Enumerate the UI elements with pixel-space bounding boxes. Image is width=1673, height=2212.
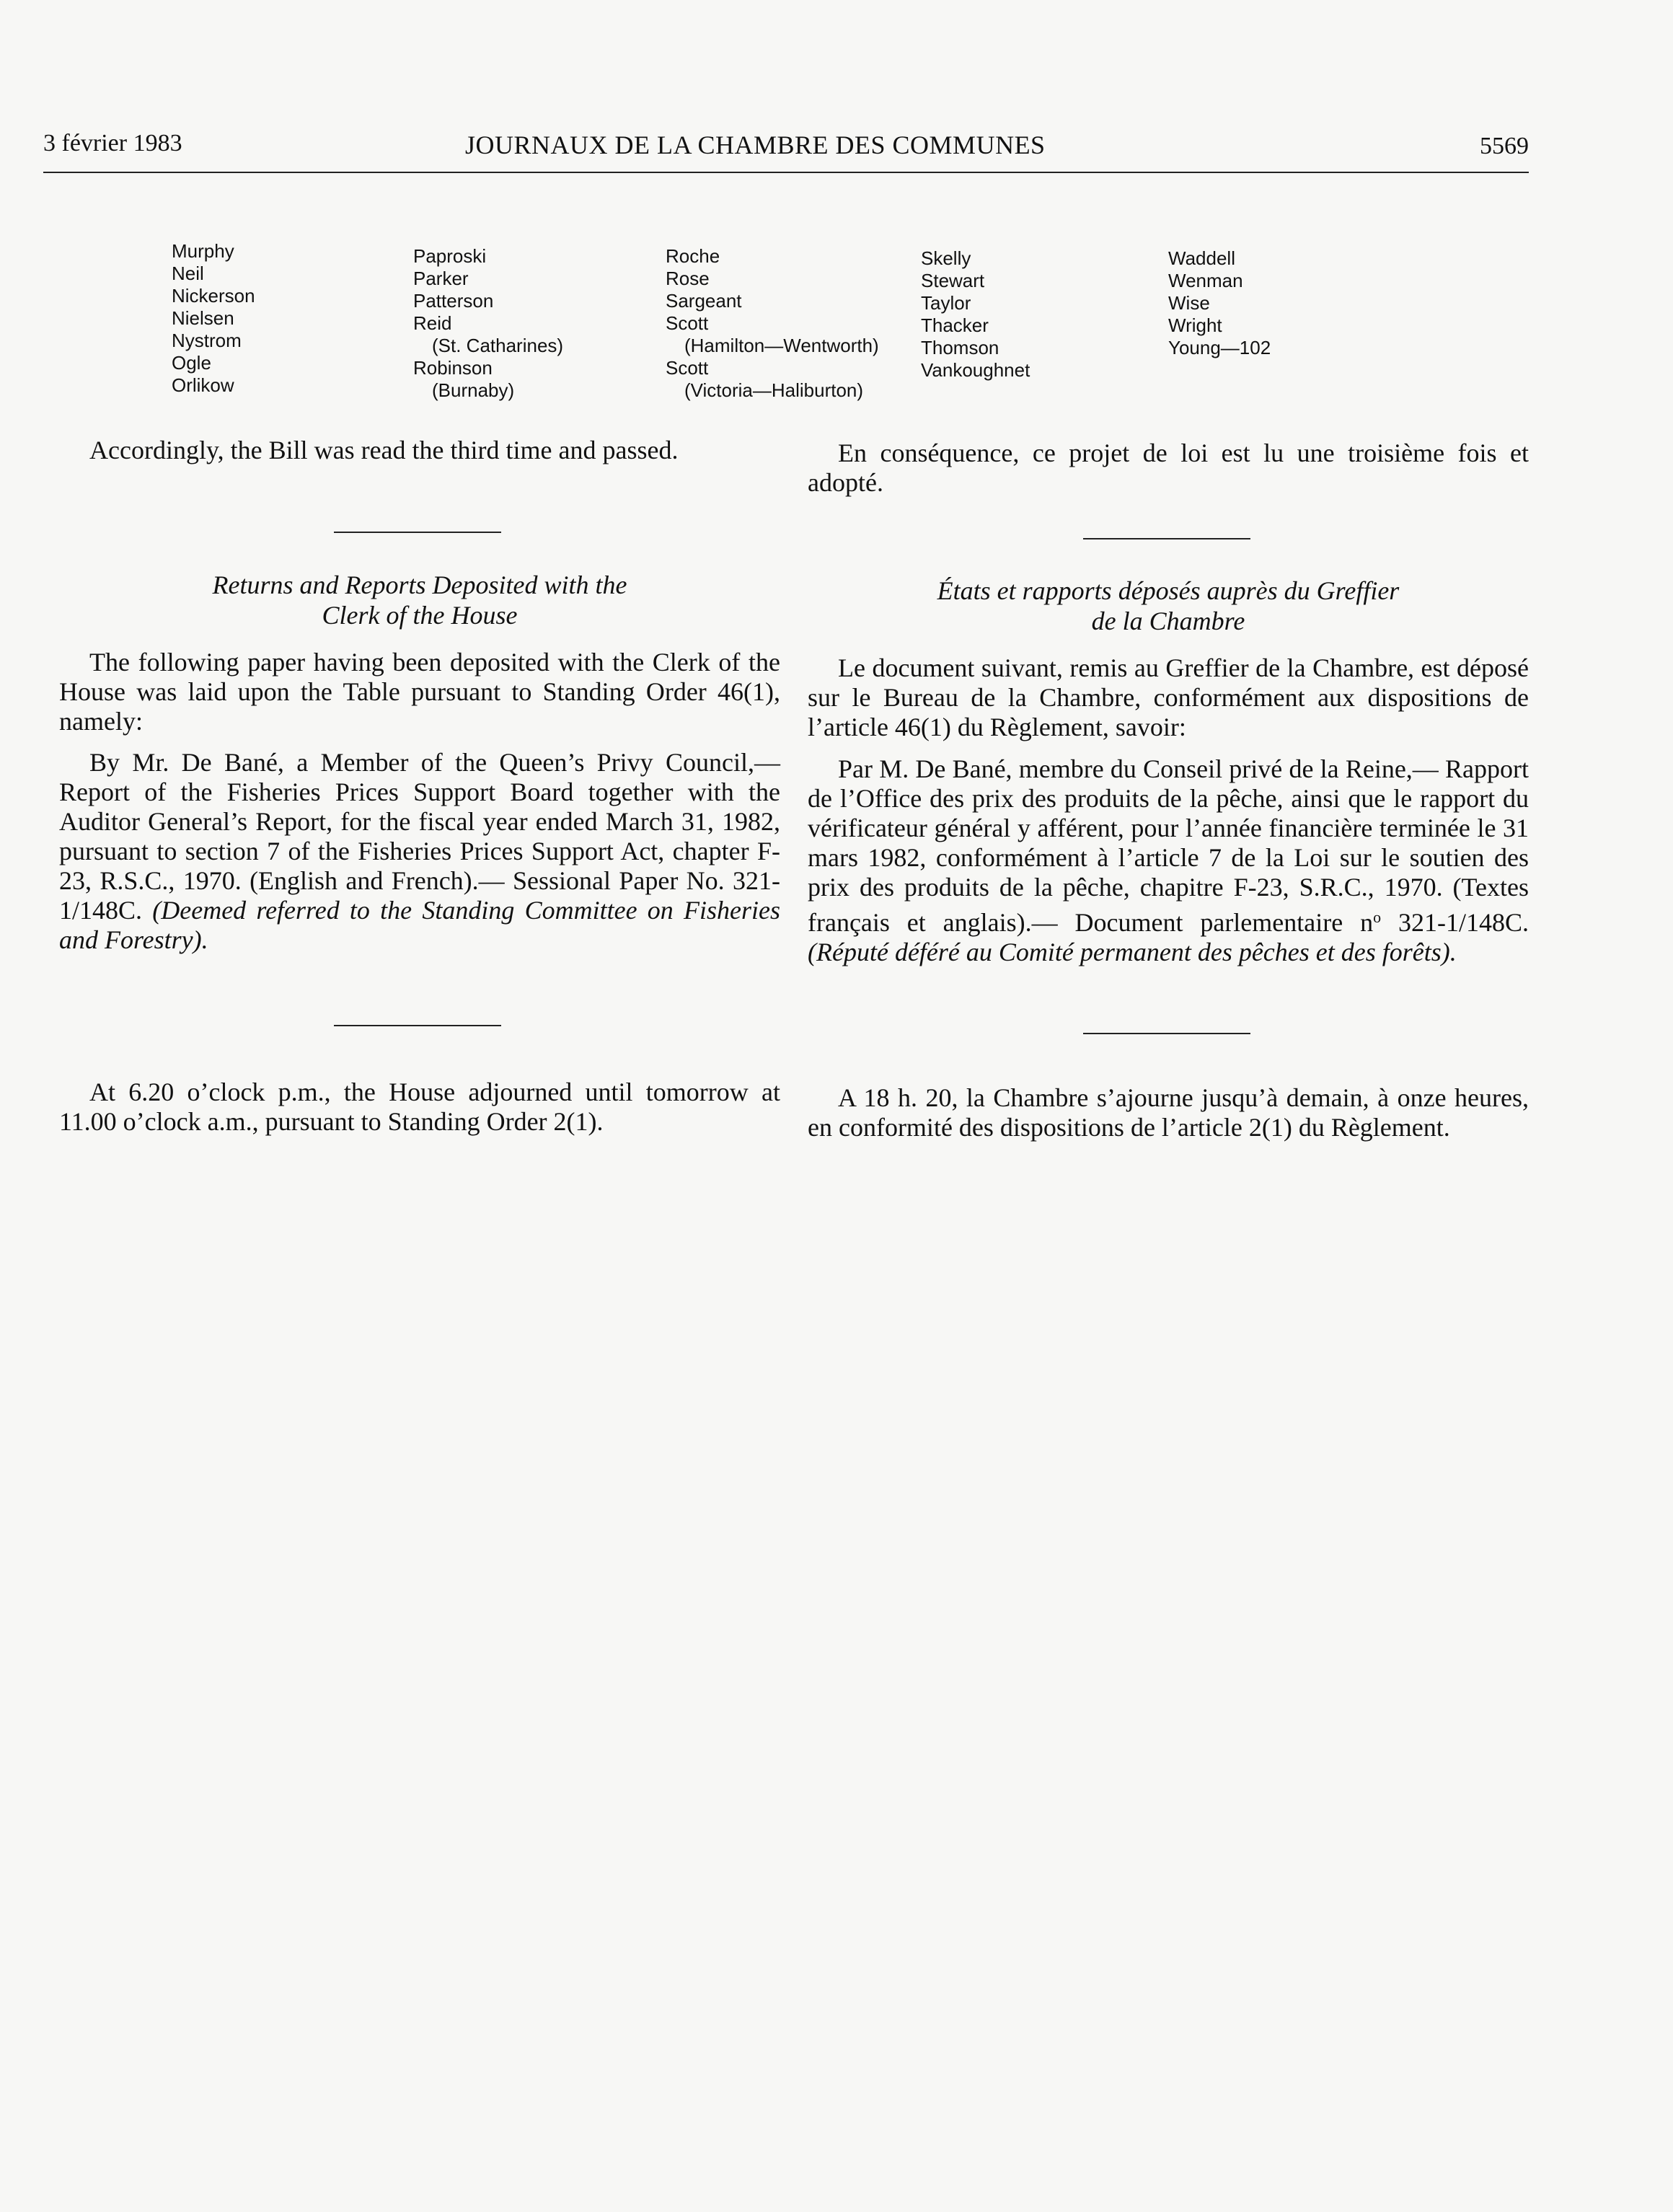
passed-text-en: Accordingly, the Bill was read the third time and passed. xyxy=(89,436,679,464)
returns-item-en xyxy=(59,748,780,955)
adjourn-french xyxy=(808,1083,1529,1142)
member-name: Wright xyxy=(1168,314,1222,336)
item-referral-fr: (Réputé déféré au Comité permanent des pêches et des forêts). xyxy=(808,938,1457,966)
item-text-en xyxy=(59,748,780,955)
page-number: 5569 xyxy=(1480,133,1529,159)
member-name: Reid xyxy=(413,312,452,334)
member-name: Murphy xyxy=(172,240,234,262)
member-name: Ogle xyxy=(172,352,211,374)
member-name: Rose xyxy=(666,268,710,289)
heading-line: Returns and Reports Deposited with the xyxy=(212,570,627,599)
passed-french xyxy=(808,439,1529,498)
returns-intro-fr xyxy=(808,653,1529,742)
numero-superscript: o xyxy=(1373,908,1382,926)
member-name: Orlikow xyxy=(172,374,234,396)
member-name: Wenman xyxy=(1168,270,1243,291)
member-name: Nickerson xyxy=(172,285,255,307)
member-riding: (Victoria—Haliburton) xyxy=(684,379,864,401)
member-name: Robinson xyxy=(413,357,493,379)
member-name: Paproski xyxy=(413,245,487,267)
header-date: 3 février 1983 xyxy=(43,130,182,157)
member-name: Sargeant xyxy=(666,290,742,312)
item-referral-en: (Deemed referred to the Standing Committee on Fisheries and Forestry). xyxy=(59,896,781,954)
member-name: Thomson xyxy=(921,337,999,358)
item-body-en: By Mr. De Bané, a Member of the Queen’s Privy Council,— Report of the Fisheries Prices Support Board together with the Auditor General’s Report, for the fiscal year ended March 31, 1982, pursuant to section 7 of the Fisheries Prices Support Act, chapter F-23, R.S.C., 1970. (English and French).— Sessional Paper No. 321-1/148C. xyxy=(59,748,780,925)
member-name: Scott xyxy=(666,357,709,379)
member-name: Nielsen xyxy=(172,307,234,329)
member-name: Thacker xyxy=(921,314,989,336)
member-name: Vankoughnet xyxy=(921,359,1030,381)
adjourn-text-en: At 6.20 o’clock p.m., the House adjourned until tomorrow at 11.00 o’clock a.m., pursuant to Standing Order 2(1). xyxy=(59,1078,780,1136)
vote-list-column-2 xyxy=(413,245,563,402)
member-name: Patterson xyxy=(413,290,494,312)
item-paper-number-fr: 321-1/148C. xyxy=(1381,908,1529,937)
returns-intro-en xyxy=(59,648,780,736)
passed-english xyxy=(59,436,780,465)
heading-line: de la Chambre xyxy=(1091,607,1245,635)
member-name: Taylor xyxy=(921,292,971,314)
vote-list-column-4 xyxy=(921,247,1030,382)
adjourn-english xyxy=(59,1078,780,1137)
member-name: Neil xyxy=(172,263,204,284)
heading-line: Clerk of the House xyxy=(322,601,518,630)
member-name: Scott xyxy=(666,312,709,334)
returns-item-fr xyxy=(808,754,1529,967)
member-name: Parker xyxy=(413,268,469,289)
member-name: Roche xyxy=(666,245,720,267)
member-riding: (Hamilton—Wentworth) xyxy=(684,335,879,356)
member-name: Nystrom xyxy=(172,330,242,351)
vote-list-column-3 xyxy=(666,245,879,402)
member-name: Stewart xyxy=(921,270,985,291)
section-divider xyxy=(334,532,501,533)
member-riding: (St. Catharines) xyxy=(432,335,564,356)
item-body-fr: Par M. De Bané, membre du Conseil privé de la Reine,— Rapport de l’Office des prix des produits de la pêche, ainsi que le rapport du vérificateur général y afférent, pour l’année financière terminée le 31 mars 1982, conformément à l’article 7 de la Loi sur le soutien des prix des produits de la pêche, chapitre F-23, S.R.C., 1970. (Textes français et anglais).— Document parlementaire n xyxy=(808,754,1529,937)
passed-text-fr: En conséquence, ce projet de loi est lu une troisième fois et adopté. xyxy=(808,439,1529,497)
page-header xyxy=(43,130,1529,173)
intro-text-en: The following paper having been deposited with the Clerk of the House was laid upon the Table pursuant to Standing Order 46(1), namely: xyxy=(59,648,780,736)
section-divider xyxy=(1083,1033,1250,1034)
heading-line: États et rapports déposés auprès du Greffier xyxy=(937,576,1400,605)
item-text-fr xyxy=(808,754,1529,967)
member-riding: (Burnaby) xyxy=(432,379,515,401)
member-name: Skelly xyxy=(921,247,971,269)
intro-text-fr: Le document suivant, remis au Greffier de la Chambre, est déposé sur le Bureau de la Chambre, conformément aux dispositions de l’article 46(1) du Règlement, savoir: xyxy=(808,653,1529,741)
section-divider xyxy=(334,1025,501,1026)
journal-title: JOURNAUX DE LA CHAMBRE DES COMMUNES xyxy=(465,131,1046,159)
member-name: Wise xyxy=(1168,292,1210,314)
returns-heading-en xyxy=(59,570,780,630)
member-name: Young—102 xyxy=(1168,337,1271,358)
vote-list-column-5 xyxy=(1168,247,1271,359)
header-rule xyxy=(43,172,1529,173)
section-divider xyxy=(1083,538,1250,539)
adjourn-text-fr: A 18 h. 20, la Chambre s’ajourne jusqu’à demain, à onze heures, en conformité des dispositions de l’article 2(1) du Règlement. xyxy=(808,1083,1529,1142)
member-name: Waddell xyxy=(1168,247,1235,269)
vote-list-column-1 xyxy=(172,240,255,397)
returns-heading-fr xyxy=(808,576,1529,636)
